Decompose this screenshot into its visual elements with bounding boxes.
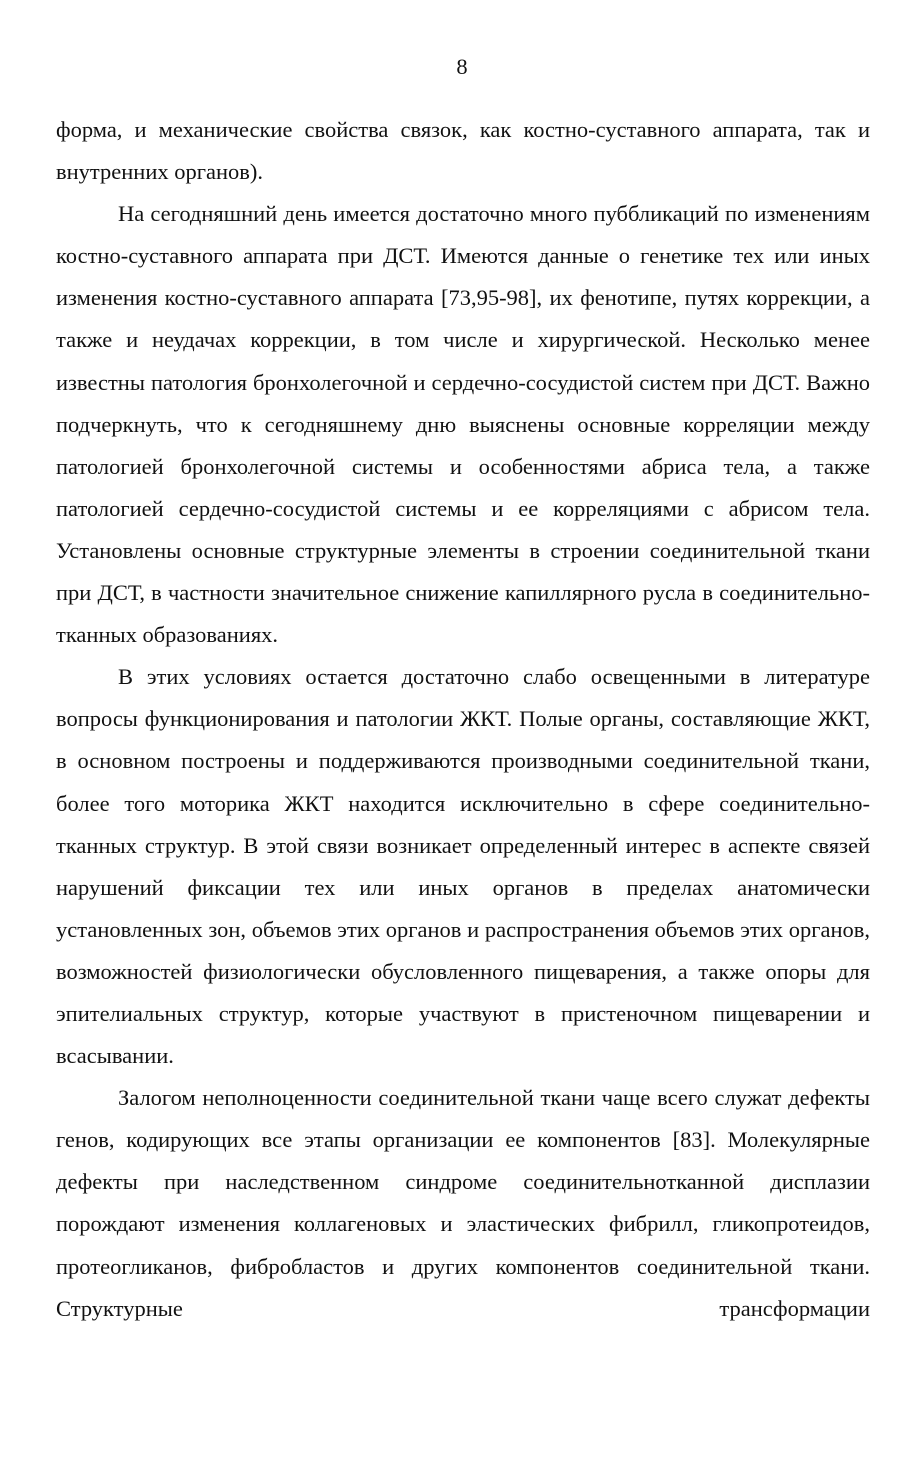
body-text (56, 109, 870, 1330)
paragraph-gene-defects: Залогом неполноценности соединительной ткани чаще всего служат дефекты генов, кодирующих все этапы организации ее компонентов [83]. Молекулярные дефекты при наследственном синдроме соединительнотканной дисплазии порождают изменения коллагеновых и эластических фибрилл, гликопротеидов, протеогликанов, фибробластов и других компонентов соединительной ткани. Структурные трансформации (56, 1085, 870, 1321)
paragraph-continuation: форма, и механические свойства связок, как костно-суставного аппарата, так и внутренних органов). (56, 117, 870, 185)
page-number: 8 (456, 54, 468, 79)
paragraph-gi-tract: В этих условиях остается достаточно слабо освещенными в литературе вопросы функционирования и патологии ЖКТ. Полые органы, составляющие ЖКТ, в основном построены и поддерживаются производными соединительной ткани, более того моторика ЖКТ находится исключительно в сфере соединительно-тканных структур. В этой связи возникает определенный интерес в аспекте связей нарушений фиксации тех или иных органов в пределах анатомически установленных зон, объемов этих органов и распространения объемов этих органов, возможностей физиологически обусловленного пищеварения, а также опоры для эпителиальных структур, которые участвуют в пристеночном пищеварении и всасывании. (56, 664, 870, 1069)
paragraph-publications: На сегодняшний день имеется достаточно много пуббликаций по изменениям костно-суставного аппарата при ДСТ. Имеются данные о генетике тех или иных изменения костно-суставного аппарата [73,95-98], их фенотипе, путях коррекции, а также и неудачах коррекции, в том числе и хирургической. Несколько менее известны патология бронхолегочной и сердечно-сосудистой систем при ДСТ. Важно подчеркнуть, что к сегодняшнему дню выяснены основные корреляции между патологией бронхолегочной системы и особенностями абриса тела, а также патологией сердечно-сосудистой системы и ее корреляциями с абрисом тела. Установлены основные структурные элементы в строении соединительной ткани при ДСТ, в частности значительное снижение капиллярного русла в соединительно-тканных образованиях. (56, 201, 870, 648)
